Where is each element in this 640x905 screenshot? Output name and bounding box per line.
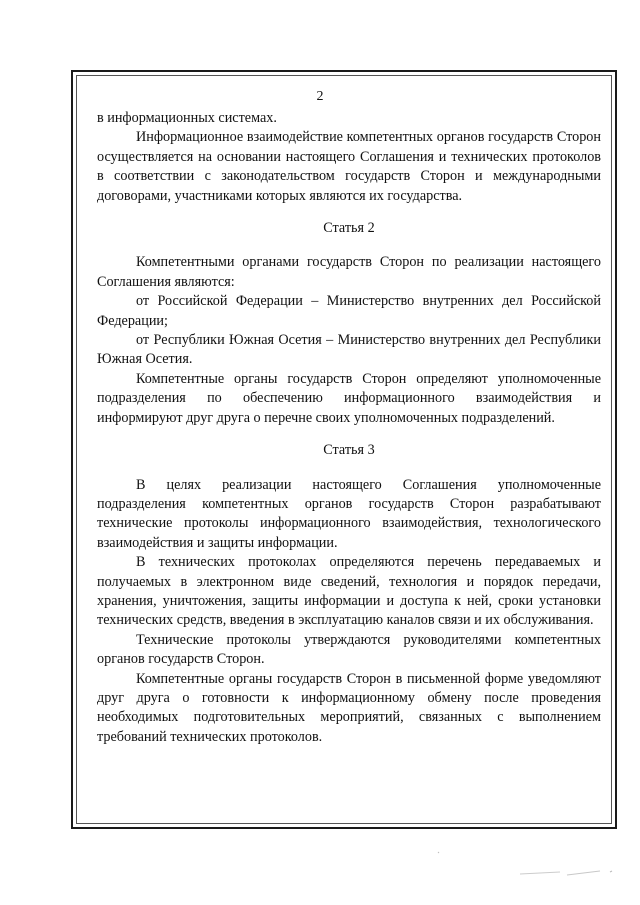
paragraph: в информационных системах.: [97, 110, 277, 126]
paragraph: Компетентные органы государств Сторон в письменной форме уведомляют друг друга о готовности к информационному обмену после проведения необходимых подготовительных мероприятий, связанных с выполнением требований технических протоколов.: [97, 670, 601, 745]
paragraph: от Российской Федерации – Министерство внутренних дел Российской Федерации;: [97, 293, 601, 329]
paragraph: Компетентные органы государств Сторон определяют уполномоченные подразделения по обеспечению информационного взаимодействия и информируют друг друга о перечне своих уполномоченных подразделений.: [97, 370, 601, 426]
spacer: [97, 238, 601, 253]
article-heading: Статья 2: [323, 220, 375, 237]
scan-speck: [567, 871, 600, 875]
spacer: [97, 428, 601, 441]
article-heading: Статья 3: [323, 442, 375, 459]
scan-speck: [520, 872, 560, 874]
scan-speck: [438, 852, 439, 853]
paragraph: Технические протоколы утверждаются руководителями компетентных органов государств Сторон.: [97, 631, 601, 668]
paragraph: В технических протоколах определяются перечень передаваемых и получаемых в электронном виде сведений, технология и порядок передачи, хранения, уничтожения, защиты информации и доступа к ней, сроки установки технических средств, введения в эксплуатацию каналов связи и их обслуживания.: [97, 554, 601, 629]
spacer: [97, 461, 601, 476]
scan-speck: [610, 871, 612, 872]
paragraph: от Республики Южная Осетия – Министерство внутренних дел Республики Южная Осетия.: [97, 332, 601, 368]
spacer: [97, 206, 601, 219]
paragraph: В целях реализации настоящего Соглашения уполномоченные подразделения компетентных органов государств Сторон разрабатывают технические протоколы информационного взаимодействия, технологического взаимодействия и защиты информации.: [97, 476, 601, 551]
paragraph: Информационное взаимодействие компетентных органов государств Сторон осуществляется на основании настоящего Соглашения и технических протоколов в соответствии с законодательством государств Сторон и международными договорами, участниками которых являются их государства.: [97, 129, 601, 204]
document-body: [97, 109, 601, 747]
paragraph: Компетентными органами государств Сторон по реализации настоящего Соглашения являются:: [97, 254, 601, 290]
page-number: 2: [316, 89, 324, 104]
